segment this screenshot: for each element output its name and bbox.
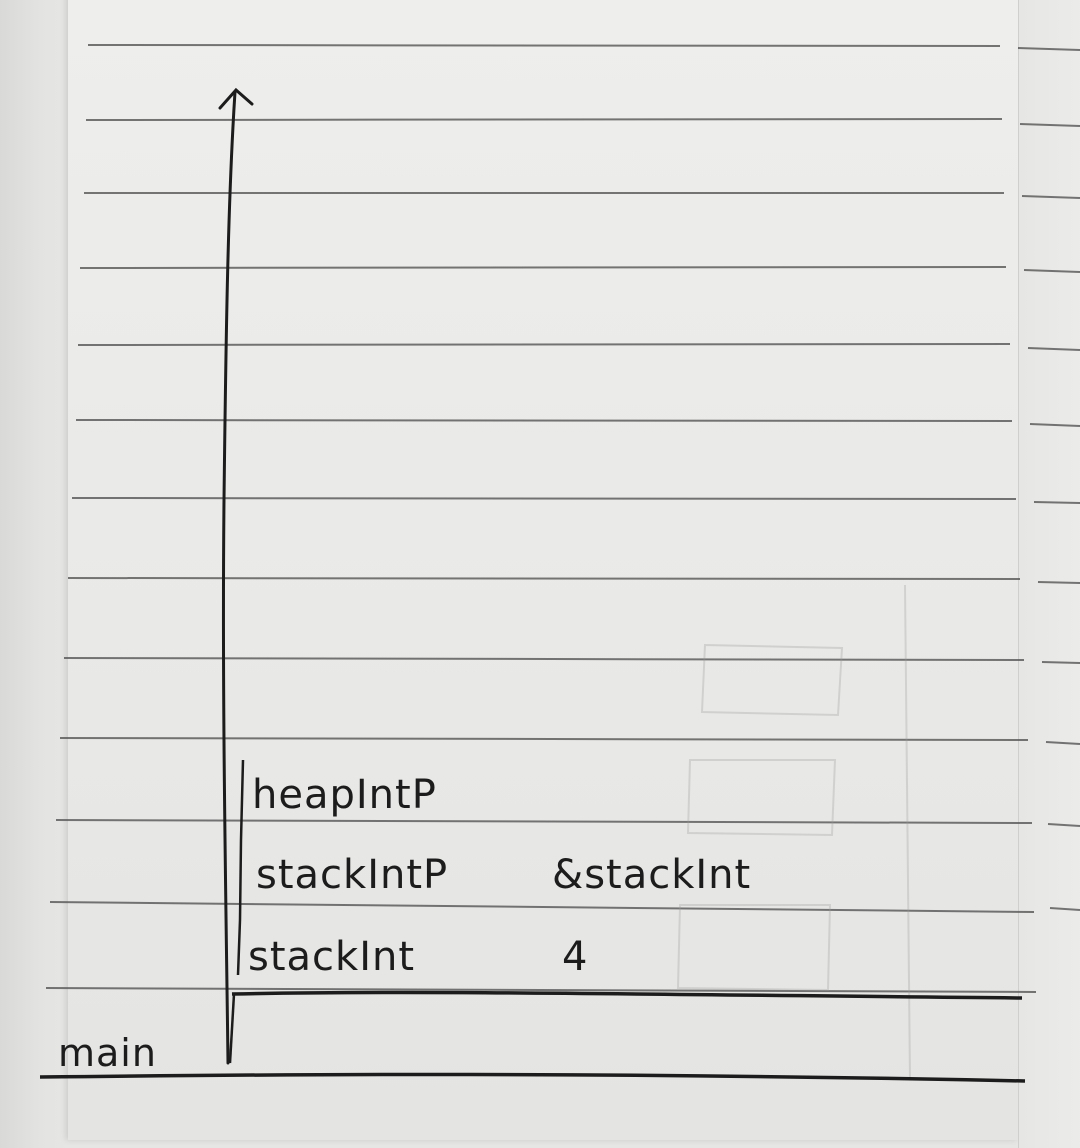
ruled-line [86,119,1002,120]
next-page-ruled-lines [1018,48,1080,910]
ruled-line [88,45,1000,46]
frame-top-boundary [232,993,1022,998]
ruled-line [50,902,1034,912]
ruled-line [72,498,1016,499]
frame-left-boundary [230,994,234,1063]
stack-var-name: stackIntP [256,852,449,898]
frame-left-bracket [238,760,243,975]
ruled-line [64,658,1024,660]
ruled-line [80,267,1006,268]
frame-bottom-boundary [40,1074,1025,1081]
stack-var-value: &stackInt [552,852,752,898]
ruled-line [68,578,1020,579]
stack-var-name: stackInt [248,934,416,980]
frame-label: main [58,1031,157,1075]
stack-var-value: 4 [562,934,589,980]
ruled-line [56,820,1032,823]
stack-var-name: heapIntP [252,772,437,818]
ruled-lines [46,45,1036,992]
ruled-line [78,344,1010,345]
ruled-line [76,420,1012,421]
stack-growth-arrow-icon [220,90,252,1063]
ruled-line [60,738,1028,740]
